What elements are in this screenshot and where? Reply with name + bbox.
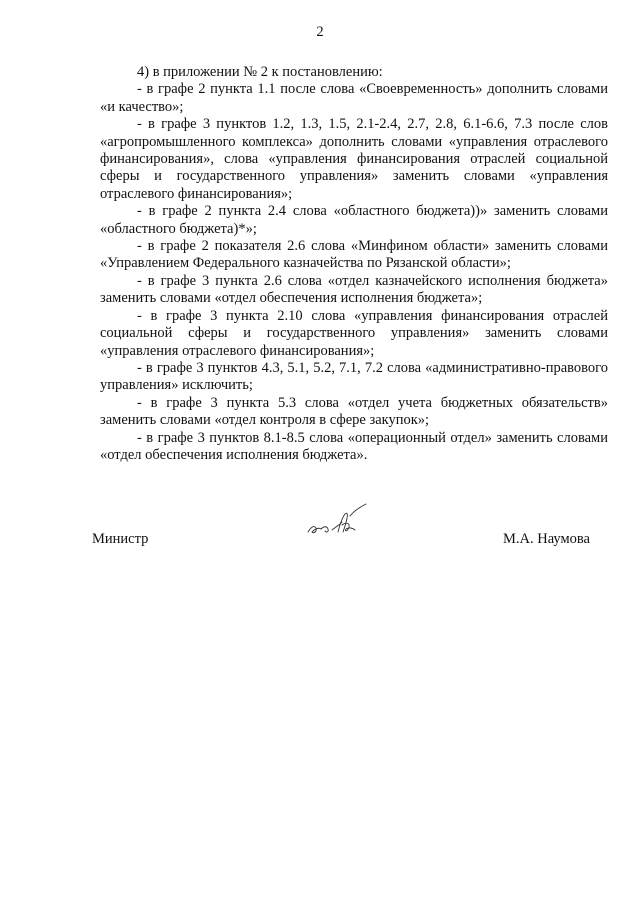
paragraph-item: - в графе 3 пункта 2.6 слова «отдел казначейского исполнения бюджета» заменить словами «отдел обеспечения исполнения бюджета»; bbox=[100, 272, 608, 307]
paragraph-item: - в графе 2 показателя 2.6 слова «Минфином области» заменить словами «Управлением Федерального казначейства по Рязанской области»; bbox=[100, 238, 608, 272]
paragraph-item: - в графе 3 пунктов 4.3, 5.1, 5.2, 7.1, 7.2 слова «административно-правового управления» исключить; bbox=[100, 359, 608, 394]
paragraph-item: - в графе 2 пункта 1.1 после слова «Своевременность» дополнить словами «и качество»; bbox=[100, 81, 608, 115]
document-body bbox=[100, 64, 608, 464]
handwritten-signature bbox=[306, 502, 370, 542]
paragraph-item: - в графе 3 пункта 5.3 слова «отдел учета бюджетных обязательств» заменить словами «отдел контроля в сфере закупок»; bbox=[100, 394, 608, 429]
paragraph-item: - в графе 3 пунктов 1.2, 1.3, 1.5, 2.1-2.4, 2.7, 2.8, 6.1-6.6, 7.3 после слов «агропромышленного комплекса» дополнить словами «управления отраслевого финансирования», слова «управления финансирования отраслей социальной сферы и государственного управления» заменить словами «управления отраслевого финансирования»; bbox=[100, 116, 608, 202]
signer-name: М.А. Наумова bbox=[503, 531, 590, 547]
paragraph-item: - в графе 2 пункта 2.4 слова «областного бюджета))» заменить словами «областного бюджета)*»; bbox=[100, 203, 608, 237]
paragraph-item: - в графе 3 пункта 2.10 слова «управления финансирования отраслей социальной сферы и государственного управления» заменить словами «управления отраслевого финансирования»; bbox=[100, 307, 608, 359]
position-title: Министр bbox=[92, 531, 149, 547]
paragraph-item: - в графе 3 пунктов 8.1-8.5 слова «операционный отдел» заменить словами «отдел обеспечения исполнения бюджета». bbox=[100, 429, 608, 463]
page-number: 2 bbox=[316, 24, 324, 40]
paragraph-intro: 4) в приложении № 2 к постановлению: bbox=[137, 64, 383, 80]
